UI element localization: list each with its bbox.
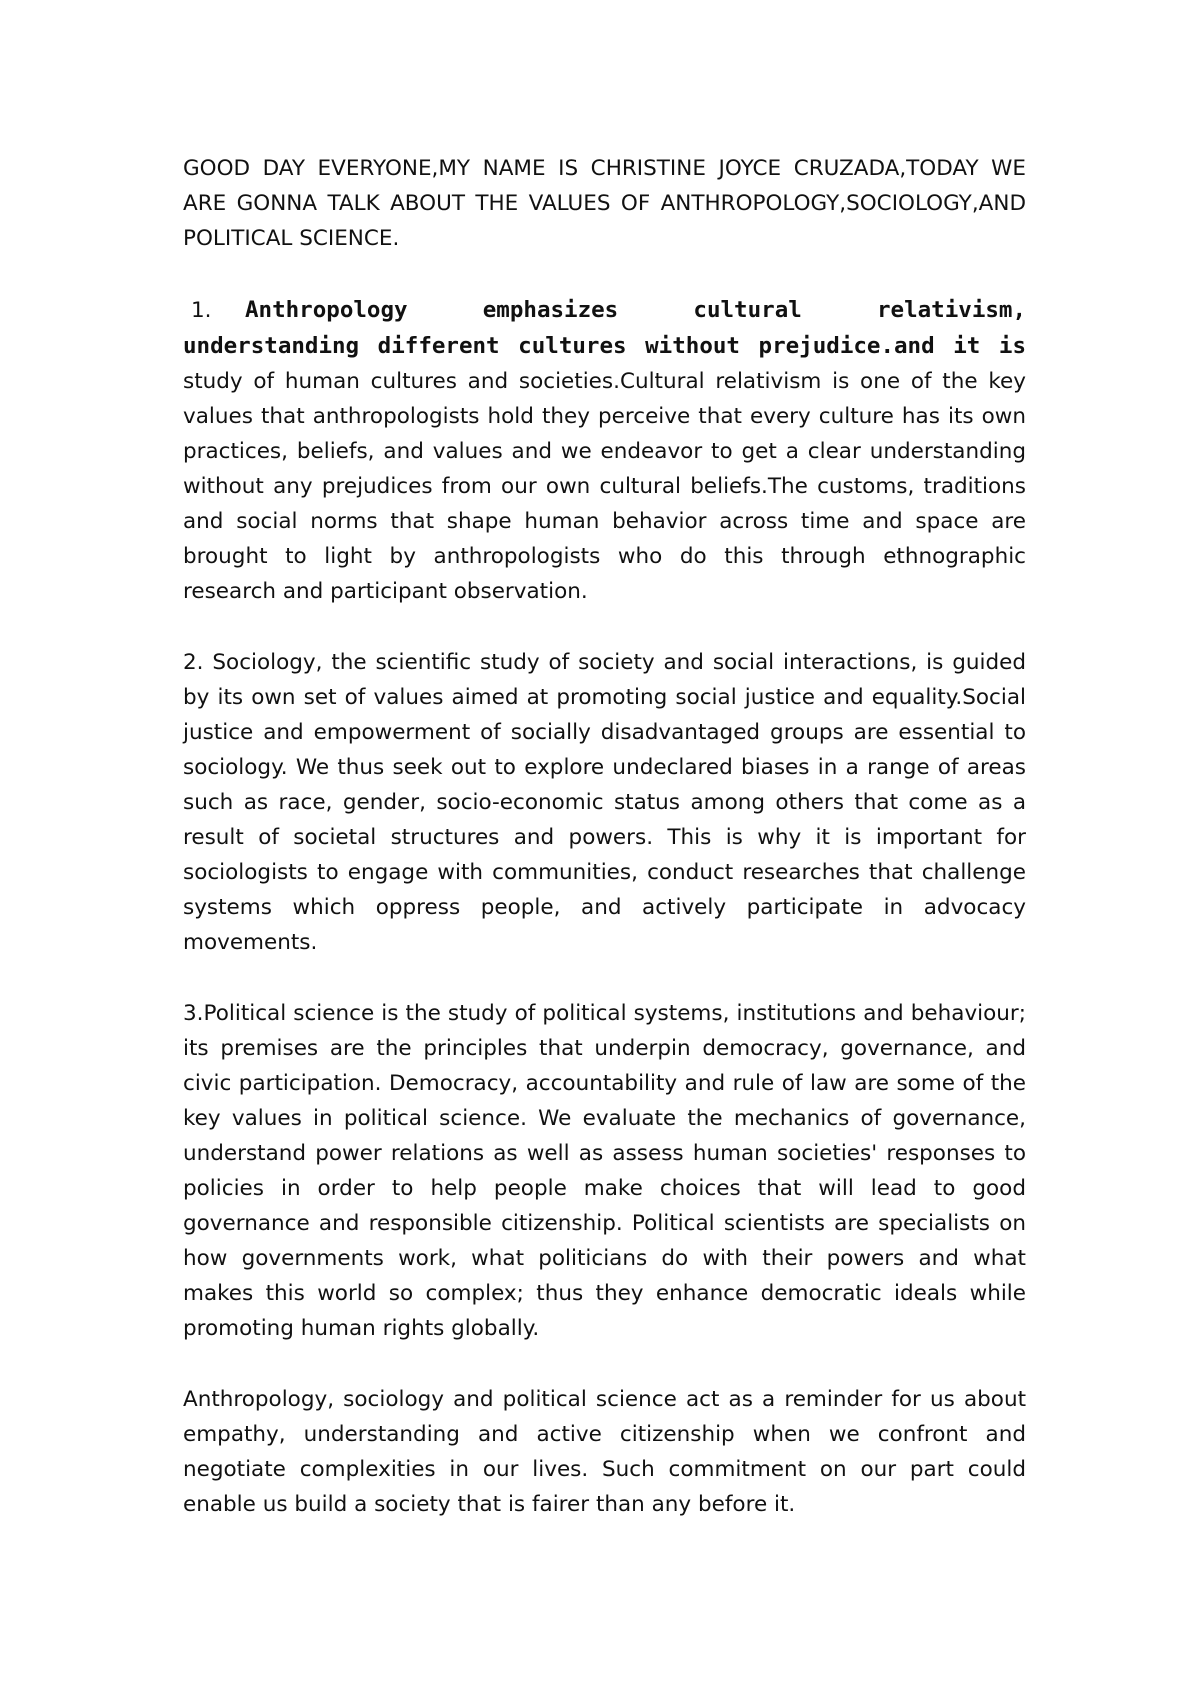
conclusion-paragraph: Anthropology, sociology and political science act as a reminder for us about empathy, understanding and active citizenship when we confront and negotiate complexities in our lives. Such commitment on our part could enable us build a society that is fairer than any before it. xyxy=(183,1387,1026,1517)
item-1-paragraph xyxy=(183,292,1026,609)
item-1-body-text: study of human cultures and societies.Cultural relativism is one of the key values that anthropologists hold they perceive that every culture has its own practices, beliefs, and values and we endeavor to get a clear understanding without any prejudices from our own cultural beliefs.The customs, traditions and social norms that shape human behavior across time and space are brought to light by anthropologists who do this through ethnographic research and participant observation. xyxy=(183,369,1026,604)
document-content xyxy=(183,151,1026,1558)
item-1-lead-text: Anthropology emphasizes cultural relativism, understanding different cultures without prejudice.and it is xyxy=(183,297,1026,359)
item-3-paragraph: 3.Political science is the study of political systems, institutions and behaviour; its premises are the principles that underpin democracy, governance, and civic participation. Democracy, accountability and rule of law are some of the key values in political science. We evaluate the mechanics of governance, understand power relations as well as assess human societies' responses to policies in order to help people make choices that will lead to good governance and responsible citizenship. Political scientists are specialists on how governments work, what politicians do with their powers and what makes this world so complex; thus they enhance democratic ideals while promoting human rights globally. xyxy=(183,1001,1026,1341)
intro-paragraph: GOOD DAY EVERYONE,MY NAME IS CHRISTINE JOYCE CRUZADA,TODAY WE ARE GONNA TALK ABOUT THE VALUES OF ANTHROPOLOGY,SOCIOLOGY,AND POLITICAL SCIENCE. xyxy=(183,156,1026,251)
item-2-paragraph: 2. Sociology, the scientific study of society and social interactions, is guided by its own set of values aimed at promoting social justice and equality.Social justice and empowerment of socially disadvantaged groups are essential to sociology. We thus seek out to explore undeclared biases in a range of areas such as race, gender, socio-economic status among others that come as a result of societal structures and powers. This is why it is important for sociologists to engage with communities, conduct researches that challenge systems which oppress people, and actively participate in advocacy movements. xyxy=(183,650,1026,955)
item-1-number: 1. xyxy=(191,298,212,323)
